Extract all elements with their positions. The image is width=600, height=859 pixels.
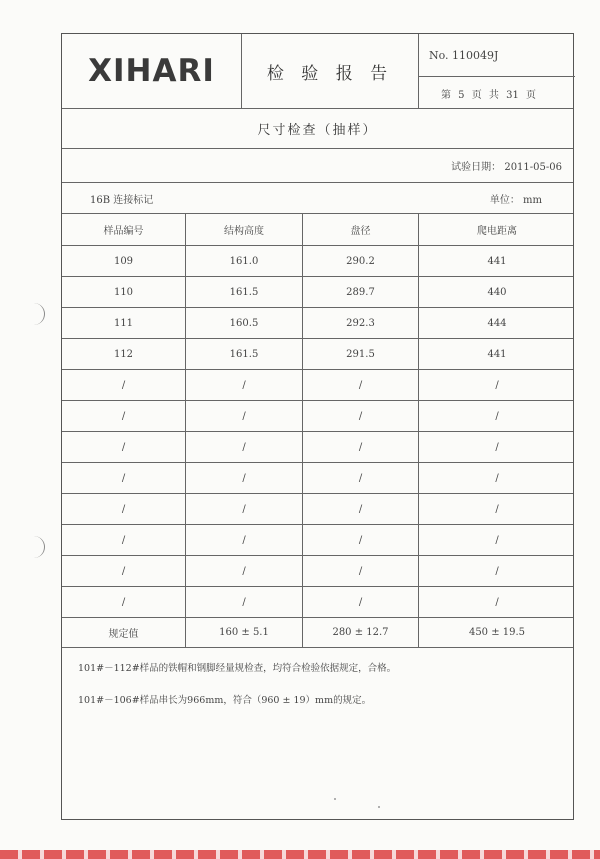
cell-structure-height: / xyxy=(242,503,246,515)
cell-structure-height: / xyxy=(242,565,246,577)
note-string-length: 101#－106#样品串长为966mm，符合（960 ± 19）mm的规定。 xyxy=(78,695,372,706)
spec-creepage-distance: 450 ± 19.5 xyxy=(468,627,526,638)
cell-structure-height: / xyxy=(242,379,246,391)
punch-hole-top xyxy=(30,303,45,325)
cell-structure-height: 161.5 xyxy=(229,348,259,360)
cell-creepage-distance: 441 xyxy=(487,255,507,267)
cell-structure-height: 160.5 xyxy=(229,317,259,329)
cell-creepage-distance: / xyxy=(495,503,499,515)
cell-sample-no: 112 xyxy=(113,348,134,360)
cell-disc-diameter: 290.2 xyxy=(346,255,375,267)
report-header xyxy=(62,34,573,109)
connection-mark: 16B 连接标记 xyxy=(90,194,154,206)
cell-disc-diameter: / xyxy=(358,410,363,422)
notes-section xyxy=(62,648,573,821)
table-row xyxy=(62,587,573,618)
cell-structure-height: / xyxy=(242,410,246,422)
cell-disc-diameter: / xyxy=(358,379,363,391)
cell-creepage-distance: / xyxy=(495,596,499,608)
cell-sample-no: / xyxy=(121,596,126,608)
cell-sample-no: 110 xyxy=(113,286,134,298)
header-creepage-distance: 爬电距离 xyxy=(477,226,517,237)
table-row xyxy=(62,370,573,401)
cell-creepage-distance: / xyxy=(495,534,499,546)
mark-unit-row xyxy=(62,183,573,214)
cell-disc-diameter: / xyxy=(358,565,363,577)
cell-creepage-distance: / xyxy=(495,472,499,484)
scan-speck xyxy=(334,798,336,800)
report-number: No. 110049J xyxy=(429,48,499,62)
cell-structure-height: / xyxy=(242,441,246,453)
header-structure-height: 结构高度 xyxy=(224,226,264,237)
cell-creepage-distance: / xyxy=(495,565,499,577)
cell-disc-diameter: 291.5 xyxy=(346,348,375,360)
cell-disc-diameter: / xyxy=(358,472,363,484)
cell-disc-diameter: 289.7 xyxy=(346,286,375,298)
company-logo: XIHARI xyxy=(88,53,215,89)
cell-creepage-distance: / xyxy=(495,379,499,391)
test-date-row xyxy=(62,149,573,183)
header-disc-diameter: 盘径 xyxy=(350,226,371,237)
cell-disc-diameter: / xyxy=(358,534,363,546)
cell-creepage-distance: / xyxy=(495,441,499,453)
cell-creepage-distance: / xyxy=(495,410,499,422)
note-fittings: 101#－112#样品的铁帽和钢脚经量规检查，均符合检验依据规定，合格。 xyxy=(78,663,397,674)
cell-disc-diameter: / xyxy=(358,596,363,608)
table-row xyxy=(62,339,573,370)
spec-disc-diameter: 280 ± 12.7 xyxy=(332,627,389,638)
cell-structure-height: / xyxy=(242,472,246,484)
cell-disc-diameter: / xyxy=(358,441,363,453)
unit-label: 单位： mm xyxy=(489,194,542,206)
table-row xyxy=(62,401,573,432)
scan-edge-strip xyxy=(0,850,600,859)
table-row xyxy=(62,277,573,308)
spec-label: 规定值 xyxy=(108,629,139,640)
cell-creepage-distance: 440 xyxy=(487,286,507,298)
cell-creepage-distance: 444 xyxy=(487,317,507,329)
cell-sample-no: / xyxy=(121,565,126,577)
spec-structure-height: 160 ± 5.1 xyxy=(219,627,269,638)
report-frame xyxy=(61,33,574,820)
cell-creepage-distance: 441 xyxy=(487,348,507,360)
punch-hole-bottom xyxy=(30,536,45,558)
page-indicator: 第 5 页 共 31 页 xyxy=(441,89,536,101)
table-row xyxy=(62,308,573,339)
cell-structure-height: / xyxy=(242,534,246,546)
section-title: 尺寸检查（抽样） xyxy=(257,123,378,138)
cell-disc-diameter: / xyxy=(358,503,363,515)
section-title-row xyxy=(62,109,573,149)
table-row xyxy=(62,463,573,494)
test-date: 试验日期： 2011-05-06 xyxy=(451,162,562,173)
cell-sample-no: / xyxy=(121,534,126,546)
header-sample-no: 样品编号 xyxy=(103,226,144,237)
table-row xyxy=(62,525,573,556)
table-row xyxy=(62,556,573,587)
cell-structure-height: / xyxy=(242,596,246,608)
table-row xyxy=(62,246,573,277)
cell-sample-no: / xyxy=(121,472,126,484)
table-row xyxy=(62,432,573,463)
cell-sample-no: 109 xyxy=(113,255,134,267)
report-title: 检 验 报 告 xyxy=(266,63,394,84)
cell-disc-diameter: 292.3 xyxy=(346,317,375,329)
spec-row xyxy=(62,618,573,648)
scan-speck xyxy=(378,806,380,808)
cell-sample-no: 111 xyxy=(113,317,134,329)
cell-sample-no: / xyxy=(121,379,126,391)
table-header xyxy=(62,214,573,246)
cell-structure-height: 161.0 xyxy=(229,255,259,267)
cell-sample-no: / xyxy=(121,441,126,453)
table-row xyxy=(62,494,573,525)
cell-sample-no: / xyxy=(121,410,126,422)
cell-sample-no: / xyxy=(121,503,126,515)
cell-structure-height: 161.5 xyxy=(229,286,259,298)
